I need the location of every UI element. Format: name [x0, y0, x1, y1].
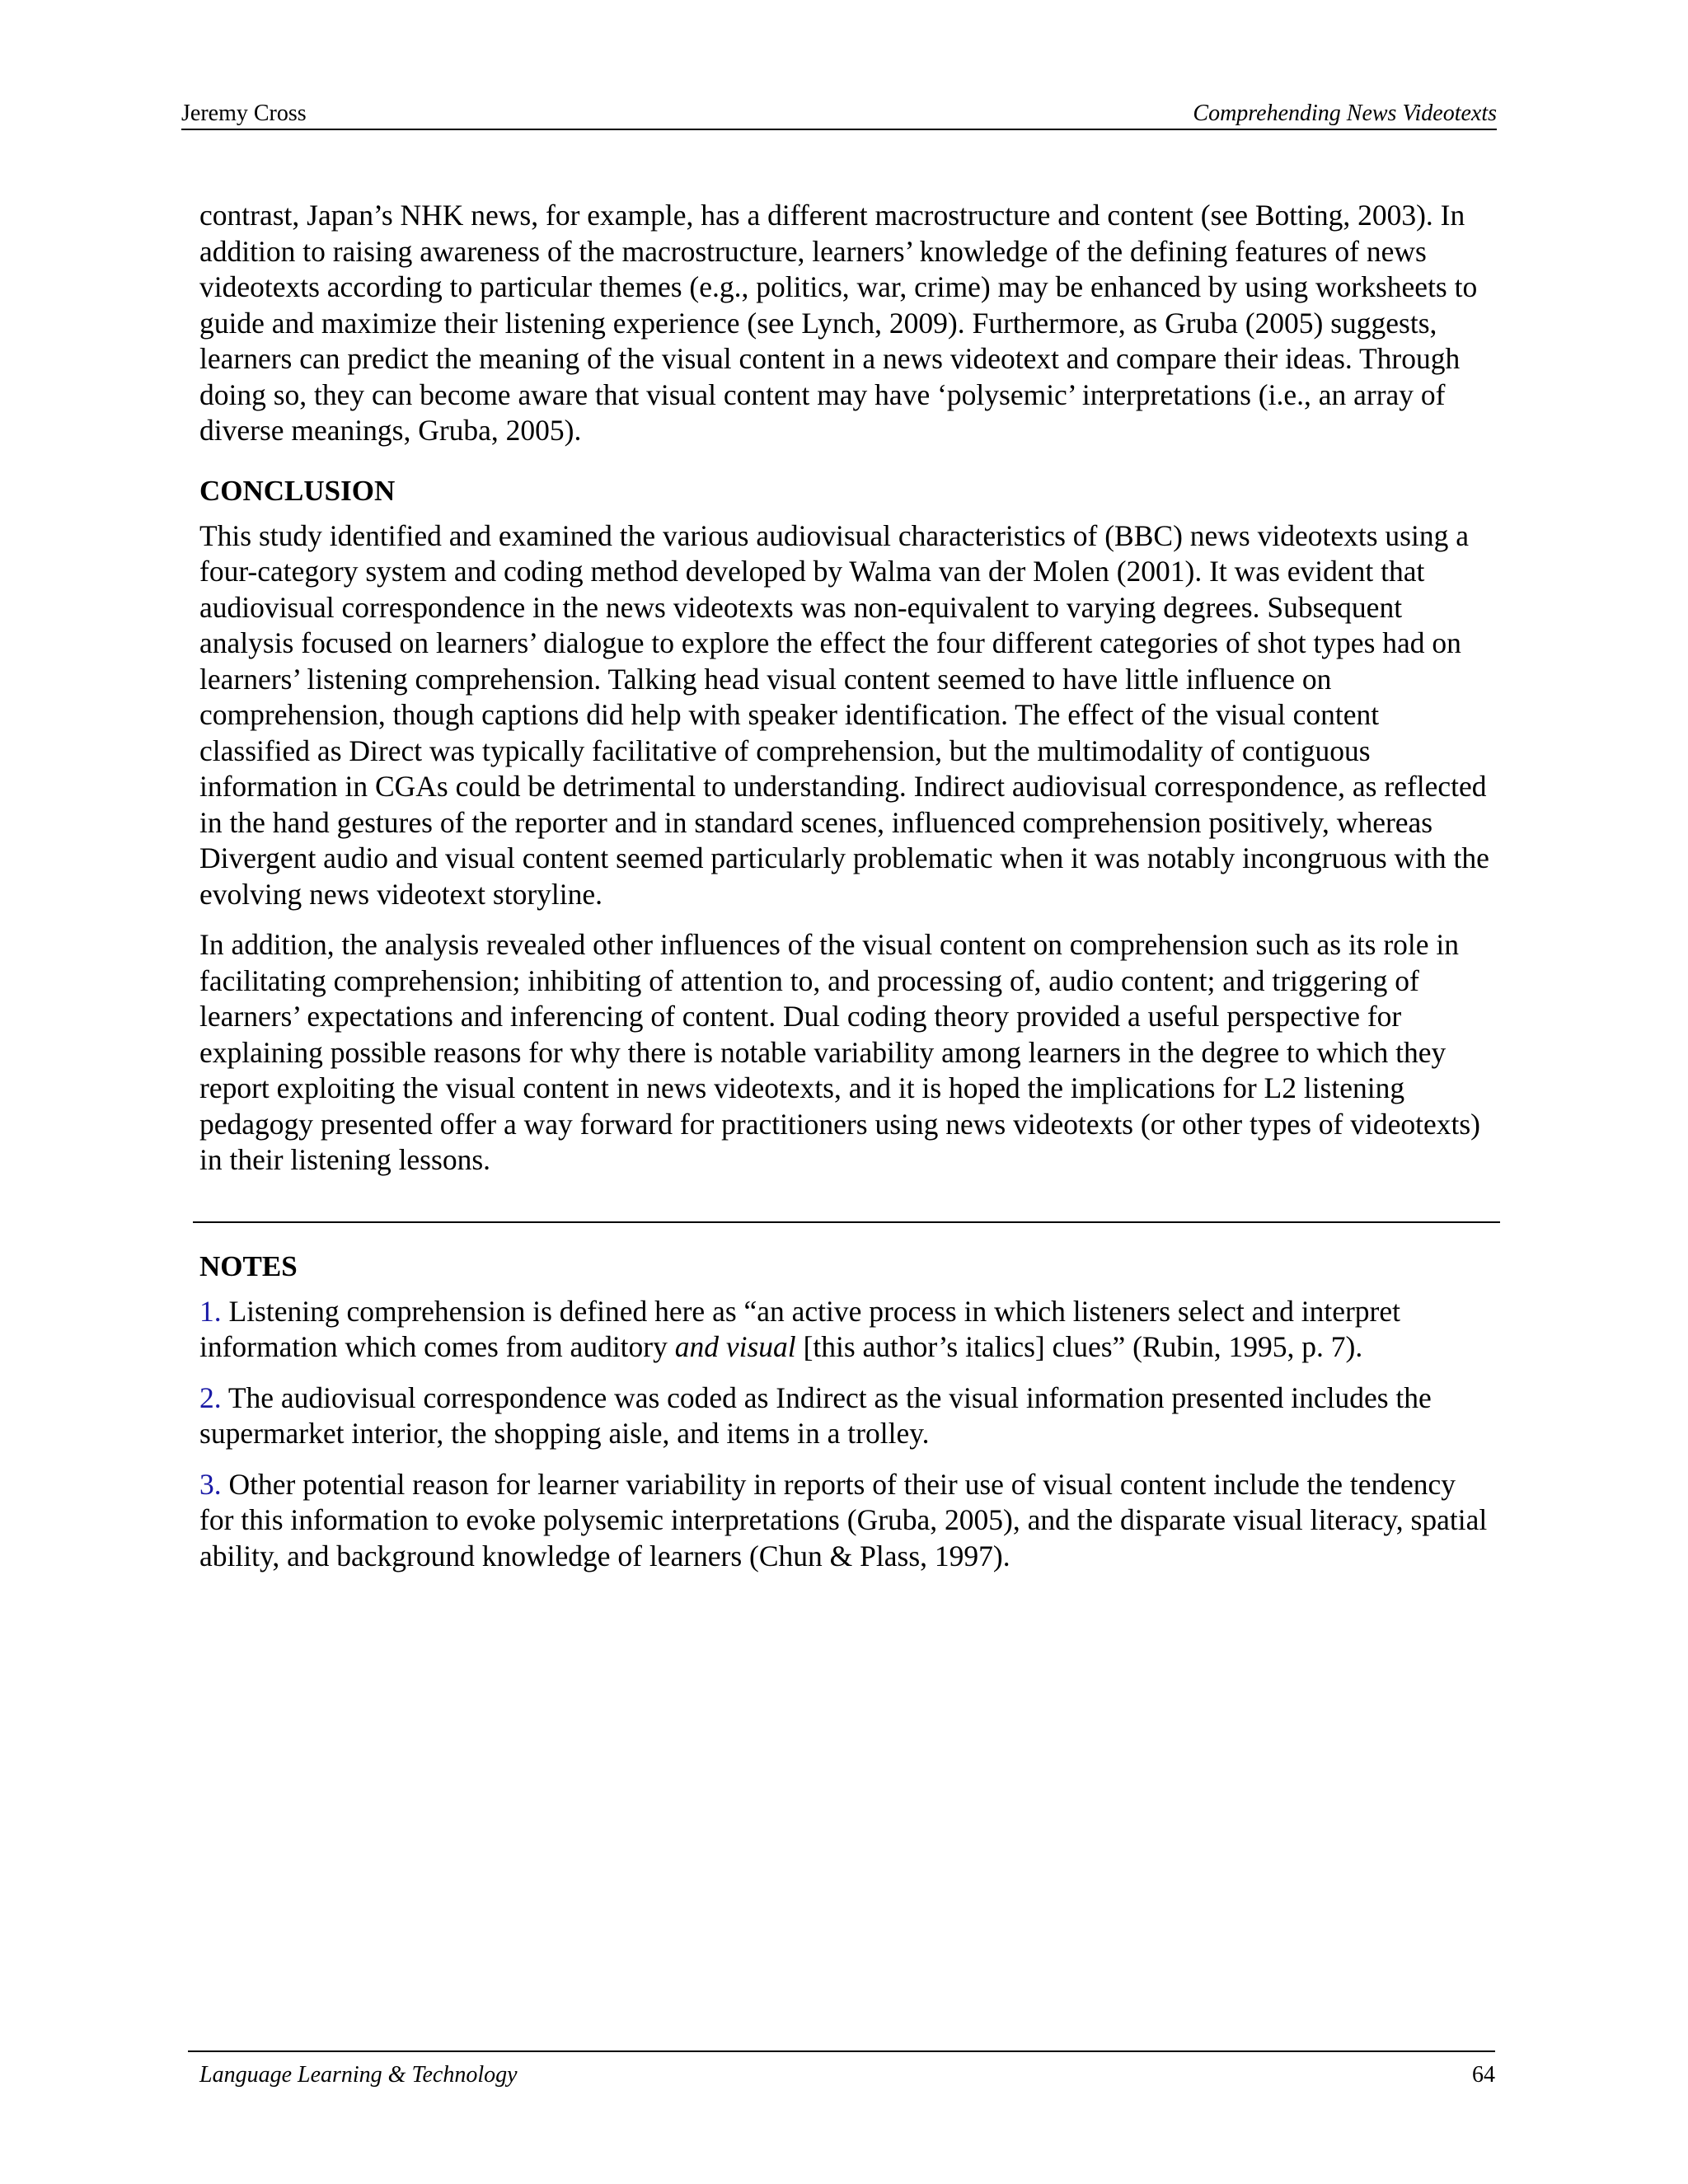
notes-section [199, 1249, 1493, 1575]
note-2-link[interactable]: 2. [199, 1380, 222, 1414]
note-1-text-b: [this author’s italics] clues” (Rubin, 1995, p. 7). [795, 1330, 1363, 1363]
note-3-link[interactable]: 3. [199, 1467, 222, 1501]
page-number: 64 [1472, 2062, 1495, 2088]
note-1-link[interactable]: 1. [199, 1294, 222, 1328]
note-1-italic: and visual [674, 1330, 796, 1363]
running-header [181, 97, 1497, 130]
note-1 [199, 1294, 1493, 1366]
conclusion-heading: CONCLUSION [199, 474, 396, 507]
article-body [199, 198, 1493, 1589]
footer-journal: Language Learning & Technology [199, 2062, 518, 2088]
header-running-title: Comprehending News Videotexts [1193, 101, 1497, 126]
running-footer [188, 2050, 1495, 2088]
body-paragraph: contrast, Japan’s NHK news, for example, has a different macrostructure and content (see Botting, 2003). In addition to raising awareness of the macrostructure, learners’ knowledge of the defining features of news videotexts according to particular themes (e.g., politics, war, crime) may be enhanced by using worksheets to guide and maximize their listening experience (see Lynch, 2009). Furthermore, as Gruba (2005) suggests, learners can predict the meaning of the visual content in a news videotext and compare their ideas. Through doing so, they can become aware that visual content may have ‘polysemic’ interpretations (i.e., an array of diverse meanings, Gruba, 2005). [199, 199, 1478, 447]
conclusion-paragraph-1: This study identified and examined the various audiovisual characteristics of (BBC) news videotexts using a four-category system and coding method developed by Walma van der Molen (2001). It was evident that audiovisual correspondence in the news videotexts was non-equivalent to varying degrees. Subsequent analysis focused on learners’ dialogue to explore the effect the four different categories of shot types had on learners’ listening comprehension. Talking head visual content seemed to have little influence on comprehension, though captions did help with speaker identification. The effect of the visual content classified as Direct was typically facilitative of comprehension, but the multimodality of contiguous information in CGAs could be detrimental to understanding. Indirect audiovisual correspondence, as reflected in the hand gestures of the reporter and in standard scenes, influenced comprehension positively, whereas Divergent audio and visual content seemed particularly problematic when it was notably incongruous with the evolving news videotext storyline. [199, 518, 1489, 911]
conclusion-paragraph-2: In addition, the analysis revealed other influences of the visual content on comprehension such as its role in facilitating comprehension; inhibiting of attention to, and processing of, audio content; and triggering of learners’ expectations and inferencing of content. Dual coding theory provided a useful perspective for explaining possible reasons for why there is notable variability among learners in the degree to which they report exploiting the visual content in news videotexts, and it is hoped the implications for L2 listening pedagogy presented offer a way forward for practitioners using news videotexts (or other types of videotexts) in their listening lessons. [199, 928, 1480, 1176]
note-3 [199, 1467, 1493, 1575]
note-3-text: Other potential reason for learner variability in reports of their use of visual content include the tendency for this information to evoke polysemic interpretations (Gruba, 2005), and the disparate visual literacy, spatial ability, and background knowledge of learners (Chun & Plass, 1997). [199, 1467, 1488, 1572]
notes-heading: NOTES [199, 1249, 298, 1282]
note-2 [199, 1380, 1493, 1452]
note-1-text-a: Listening comprehension is defined here as “an active process in which listeners select and interpret information which comes from auditory [199, 1294, 1400, 1363]
note-2-text: The audiovisual correspondence was coded as Indirect as the visual information presented includes the supermarket interior, the shopping aisle, and items in a trolley. [199, 1380, 1432, 1450]
section-divider [193, 1221, 1500, 1223]
header-author: Jeremy Cross [181, 101, 307, 126]
